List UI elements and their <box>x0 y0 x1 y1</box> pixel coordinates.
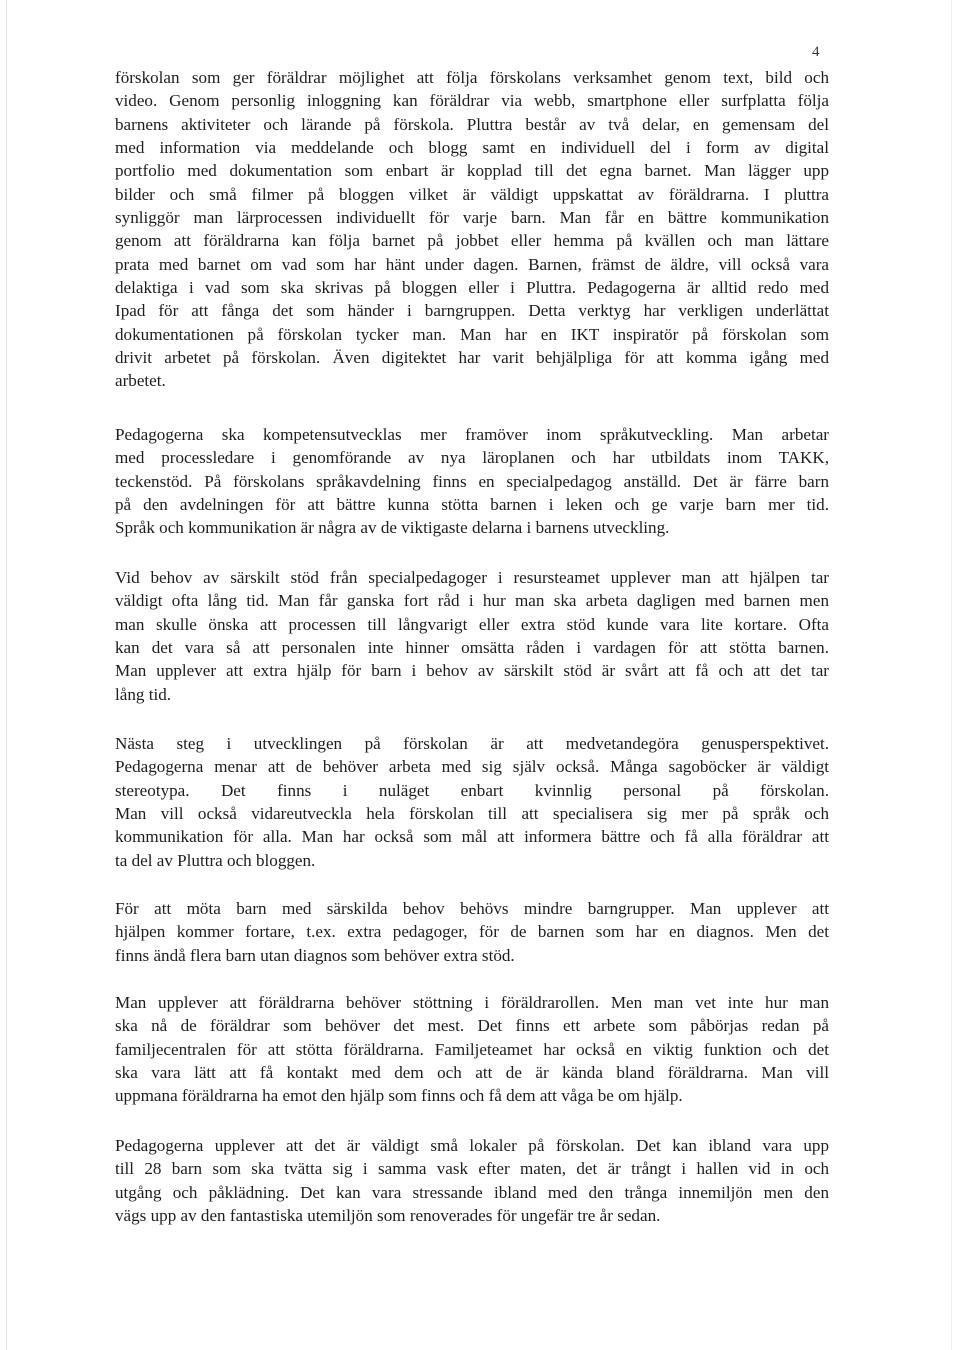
paragraph-parents <box>115 991 829 1108</box>
text-line: lång tid. <box>115 684 172 704</box>
text-line: stereotypa. Det finns i nuläget enbart kvinnlig personal på förskolan. <box>115 780 829 800</box>
text-line: med information via meddelande och blogg samt en individuell del i form av digital <box>115 138 829 158</box>
text-line: förskolan som ger föräldrar möjlighet att följa förskolans verksamhet genom text, bild och <box>115 68 829 87</box>
page-edge-left <box>6 0 7 1350</box>
text-line: vägs upp av den fantastiska utemiljön som renoverades för ungefär tre år sedan. <box>115 1206 661 1226</box>
text-line: ta del av Pluttra och bloggen. <box>115 850 316 870</box>
text-line: ska nå de föräldrar som behöver det mest. Det finns ett arbete som påbörjas redan på <box>115 1016 829 1036</box>
text-line: Pedagogerna ska kompetensutvecklas mer framöver inom språkutveckling. Man arbetar <box>115 425 829 444</box>
text-line: portfolio med dokumentation som enbart är kopplad till det egna barnet. Man lägger upp <box>115 161 829 181</box>
text-line: delaktiga i vad som ska skrivas på bloggen eller i Pluttra. Pedagogerna är alltid redo med <box>115 278 829 298</box>
text-line: väldigt ofta lång tid. Man får ganska fort råd i hur man ska arbeta dagligen med barnen men <box>115 591 829 611</box>
text-line: Nästa steg i utvecklingen på förskolan är att medvetandegöra genusperspektivet. <box>115 734 829 753</box>
paragraph-pluttra <box>115 66 829 393</box>
text-line: utgång och påklädning. Det kan vara stressande ibland med den trånga innemiljön men den <box>115 1182 829 1202</box>
paragraph-premises <box>115 1134 829 1227</box>
text-line: Man vill också vidareutveckla hela förskolan till att specialisera sig mer på språk och <box>115 804 829 824</box>
text-line: video. Genom personlig inloggning kan föräldrar via webb, smartphone eller surfplatta följa <box>115 91 829 111</box>
paragraph-special-support <box>115 566 829 706</box>
text-line: arbetet. <box>115 371 166 391</box>
text-line: hjälpen kommer fortare, t.ex. extra pedagoger, för de barnen som har en diagnos. Men det <box>115 922 829 942</box>
page-number: 4 <box>812 44 820 60</box>
text-line: finns ändå flera barn utan diagnos som behöver extra stöd. <box>115 945 515 965</box>
text-line: med processledare i genomförande av nya läroplanen och har utbildats inom TAKK, <box>115 448 829 468</box>
text-line: till 28 barn som ska tvätta sig i samma vask efter maten, det är trångt i hallen vid in och <box>115 1159 829 1179</box>
text-line: man skulle önska att processen till långvarigt eller extra stöd kunde vara lite kortare. Ofta <box>115 614 829 634</box>
text-line: kan det vara så att personalen inte hinner omsätta råden i vardagen för att stötta barnen. <box>115 638 829 658</box>
text-line: Pedagogerna menar att de behöver arbeta med sig själv också. Många sagoböcker är väldigt <box>115 757 829 777</box>
text-line: drivit arbetet på förskolan. Även digitektet har varit behjälpliga för att komma igång med <box>115 348 829 368</box>
text-line: Språk och kommunikation är några av de viktigaste delarna i barnens utveckling. <box>115 518 670 538</box>
text-line: uppmana föräldrarna ha emot den hjälp som finns och få dem att våga be om hjälp. <box>115 1086 683 1106</box>
paragraph-language-development <box>115 423 829 540</box>
text-line: Man upplever att föräldrarna behöver stöttning i föräldrarollen. Men man vet inte hur man <box>115 993 829 1012</box>
paragraph-gender-perspective <box>115 732 829 872</box>
paragraph-child-groups <box>115 897 829 967</box>
text-line: Vid behov av särskilt stöd från specialpedagoger i resursteamet upplever man att hjälpen tar <box>115 568 829 587</box>
text-line: barnens aktiviteter och lärande på förskola. Pluttra består av två delar, en gemensam del <box>115 114 829 134</box>
text-line: synliggör man lärprocessen individuellt för varje barn. Man får en bättre kommunikation <box>115 208 829 228</box>
text-line: Pedagogerna upplever att det är väldigt små lokaler på förskolan. Det kan ibland vara upp <box>115 1136 829 1155</box>
text-line: genom att föräldrarna kan följa barnet på jobbet eller hemma på kvällen och man lättare <box>115 231 829 251</box>
text-line: Ipad för att fånga det som händer i barngruppen. Detta verktyg har verkligen underlättat <box>115 301 829 321</box>
text-line: prata med barnet om vad som har hänt under dagen. Barnen, främst de äldre, vill också vara <box>115 254 829 274</box>
page-edge-right <box>951 0 952 1350</box>
text-line: kommunikation för alla. Man har också som mål att informera bättre och få alla föräldrar att <box>115 827 829 847</box>
text-line: teckenstöd. På förskolans språkavdelning finns en specialpedagog anställd. Det är färre barn <box>115 471 829 491</box>
text-line: bilder och små filmer på bloggen vilket är väldigt uppskattat av föräldrarna. I pluttra <box>115 184 829 204</box>
text-line: familjecentralen för att stötta föräldrarna. Familjeteamet har också en viktig funktion och det <box>115 1039 829 1059</box>
text-line: på den avdelningen för att bättre kunna stötta barnen i leken och ge varje barn mer tid. <box>115 495 829 515</box>
text-line: ska vara lätt att få kontakt med dem och att de är kända bland föräldrarna. Man vill <box>115 1063 829 1083</box>
text-line: Man upplever att extra hjälp för barn i behov av särskilt stöd är svårt att få och att det tar <box>115 661 829 681</box>
text-line: För att möta barn med särskilda behov behövs mindre barngrupper. Man upplever att <box>115 899 829 918</box>
text-line: dokumentationen på förskolan tycker man. Man har en IKT inspiratör på förskolan som <box>115 324 829 344</box>
